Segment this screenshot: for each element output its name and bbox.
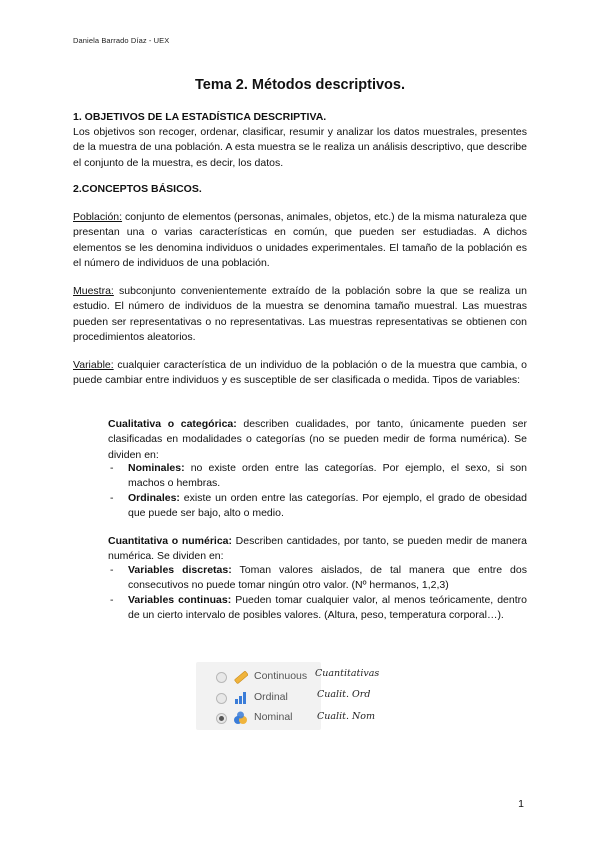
bullet-dash: -: [110, 462, 114, 474]
muestra-paragraph: [73, 284, 527, 346]
measure-option-nominal[interactable]: [196, 709, 321, 727]
page-header: Daniela Barrado Díaz - UEX: [73, 36, 170, 45]
section2-heading: 2.CONCEPTOS BÁSICOS.: [73, 183, 202, 195]
continuas-text: Pueden tomar cualquier valor, al menos teóricamente, dentro de un cierto intervalo de posibles valores. (Altura, peso, temperatura corporal…).: [128, 594, 527, 622]
variable-paragraph: [73, 358, 527, 389]
nominales-term: Nominales:: [128, 462, 185, 474]
radio-continuous[interactable]: [216, 672, 227, 683]
cuantitativa-term: Cuantitativa o numérica:: [108, 535, 233, 547]
option-label: Nominal: [254, 711, 293, 723]
section1-text: Los objetivos son recoger, ordenar, clasificar, resumir y analizar los datos muestrales, presentes de la muestra de una población. A esta muestra se le realiza un análisis descriptivo, que describe el conjunto de la muestra, es decir, los datos.: [73, 126, 527, 169]
ruler-icon: [233, 670, 248, 684]
page-number: 1: [518, 798, 524, 810]
nominales-text: no existe orden entre las categorías. Por ejemplo, el sexo, si son machos o hembras.: [128, 462, 527, 490]
cualitativa-term: Cualitativa o categórica:: [108, 418, 237, 430]
ordinales-term: Ordinales:: [128, 492, 180, 504]
muestra-term: Muestra:: [73, 285, 114, 297]
handwritten-note-ordinal: Cualit. Ord: [317, 689, 371, 700]
discretas-bullet: [110, 563, 527, 594]
variable-text: cualquier característica de un individuo de la población o de la muestra que cambia, o puede cambiar entre individuos y es susceptible de ser clasificada o medida. Tipos de variables:: [73, 359, 527, 387]
ordinales-text: existe un orden entre las categorías. Por ejemplo, el grado de obesidad que puede ser bajo, alto o medio.: [128, 492, 527, 520]
cualitativa-paragraph: [108, 417, 527, 463]
poblacion-paragraph: [73, 210, 527, 272]
nominal-circles-icon: [233, 711, 248, 725]
discretas-text: Toman valores aislados, de tal manera que entre dos consecutivos no puede tomar ningún otro valor. (Nº hermanos, 1,2,3): [128, 564, 527, 592]
measure-level-panel: [196, 662, 321, 730]
cuantitativa-paragraph: [108, 534, 527, 565]
radio-ordinal[interactable]: [216, 693, 227, 704]
measure-option-ordinal[interactable]: [196, 689, 321, 707]
poblacion-term: Población:: [73, 211, 123, 223]
muestra-text: subconjunto convenientemente extraído de la población sobre la que se realiza un estudio. El número de individuos de la muestra se denomina tamaño muestral. Las muestras pueden ser representativas o no representativas. Las muestras representativas se obtienen con procedimientos aleatorios.: [73, 285, 527, 344]
variable-term: Variable:: [73, 359, 114, 371]
page-title: Tema 2. Métodos descriptivos.: [194, 77, 406, 93]
continuas-bullet: [110, 593, 527, 624]
continuas-term: Variables continuas:: [128, 594, 232, 606]
ordinales-bullet: [110, 491, 527, 522]
option-label: Continuous: [254, 670, 308, 682]
bullet-dash: -: [110, 492, 114, 504]
discretas-term: Variables discretas:: [128, 564, 232, 576]
section1-heading: 1. OBJETIVOS DE LA ESTADÍSTICA DESCRIPTIVA.: [73, 111, 327, 123]
handwritten-note-cuantitativas: Cuantitativas: [315, 668, 380, 679]
cuantitativa-text: Describen cantidades, por tanto, se pueden medir de manera numérica. Se dividen en:: [108, 535, 528, 563]
radio-nominal[interactable]: [216, 713, 227, 724]
bar-chart-icon: [233, 691, 248, 705]
bullet-dash: -: [110, 594, 114, 606]
poblacion-text: conjunto de elementos (personas, animales, objetos, etc.) de la misma naturaleza que presentan una o varias características en común, que pueden ser estudiadas. A dichos elementos se les denomina individuos o unidades experimentales. El tamaño de la población es el número de individuos de una población.: [73, 211, 527, 270]
measure-option-continuous[interactable]: [196, 668, 321, 686]
bullet-dash: -: [110, 564, 114, 576]
cualitativa-text: describen cualidades, por tanto, únicamente pueden ser clasificadas en modalidades o categorías (no se pueden medir de forma numérica). Se dividen en:: [108, 418, 527, 461]
option-label: Ordinal: [254, 691, 288, 703]
nominales-bullet: [110, 461, 527, 492]
handwritten-note-nominal: Cualit. Nom: [317, 711, 376, 722]
